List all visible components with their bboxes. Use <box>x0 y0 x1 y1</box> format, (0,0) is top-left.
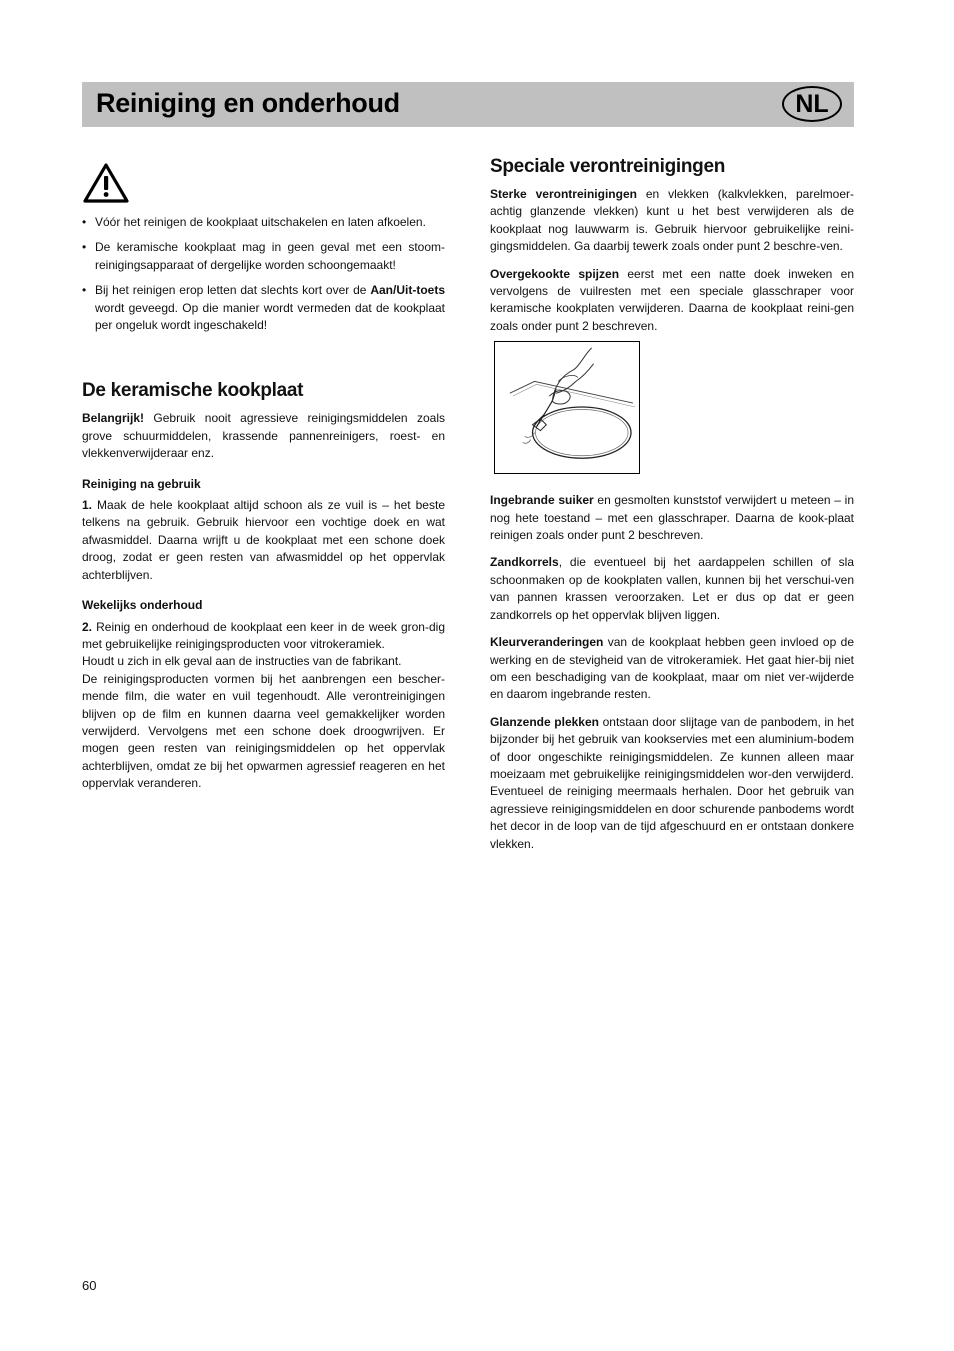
step-text: Reinig en onderhoud de kookplaat een keer in de week gron-dig met gebruikelijke reinigingsproducten voor vitrokeramiek. <box>82 619 445 651</box>
stain-label: Kleurveranderingen <box>490 635 604 650</box>
stain-text: ontstaan door slijtage van de panbodem, in het bijzonder bij het gebruik van kookservies met een aluminium-bodem of door ongeschikte reinigingsmiddelen. Ze kunnen alleen maar moeizaam met gebruikelijke reinigingsmiddelen wor-den verwijderd. Eventueel de reiniging meermaals herhalen. Door het gebruik van agressieve reinigingsmiddelen en door schurende panbodems wordt het decor in de loop van de tijd afgeschuurd en er ontstaan donkere vlekken. <box>490 714 855 851</box>
right-column <box>490 155 854 853</box>
bullet-bold-text: Aan/Uit-toets <box>370 283 445 298</box>
cleaning-after-use-paragraph <box>82 497 445 584</box>
step-number: 2. <box>82 619 93 634</box>
stain-paragraph <box>490 714 854 853</box>
stain-paragraph <box>490 266 854 336</box>
left-column <box>82 162 445 793</box>
header-bar <box>82 82 854 127</box>
subheading-cleaning-after-use: Reiniging na gebruik <box>82 476 201 491</box>
section-title-special-stains: Speciale verontreinigingen <box>490 156 726 177</box>
page-number: 60 <box>82 1278 97 1293</box>
warning-triangle-icon <box>82 162 130 204</box>
bullet-text: Bij het reinigen erop letten dat slechts kort over de <box>95 283 371 298</box>
stain-text: en gesmolten kunststof verwijdert u meteen – in nog hete toestand – met een glasschraper. Daarna de kook-plaat reinigen zoals onder punt 2 beschreven. <box>490 493 854 543</box>
important-label: Belangrijk! <box>82 411 145 426</box>
language-badge: NL <box>782 86 842 122</box>
stain-label: Ingebrande suiker <box>490 493 594 508</box>
safety-bullet-list <box>82 214 445 334</box>
stain-label: Overgekookte spijzen <box>490 266 620 281</box>
stain-label: Zandkorrels <box>490 555 559 570</box>
stain-text: eerst met een natte doek inweken en vervolgens de vuilresten met een speciale glasschraper voor keramische kookplaten verwijderen. Daarna de kookplaat reini-gen zoals onder punt 2 beschreven. <box>490 266 854 333</box>
bullet-item: • De keramische kookplaat mag in geen geval met een stoom-reinigingsapparaat of dergelijke worden schoongemaakt! <box>82 239 445 274</box>
stain-paragraph <box>490 186 854 256</box>
stain-text: en vlekken (kalkvlekken, parelmoer-achtig glanzende vlekken) kunt u het best verwijderen als de kookplaat nog lauwwarm is. Gebruik hiervoor gebruikelijke reini-gingsmiddelen. Ga daarbij tewerk zoals onder punt 2 beschre-ven. <box>490 187 855 254</box>
protective-film-paragraph: De reinigingsproducten vormen bij het aanbrengen een bescher-mende film, die water en vuil tegenhoudt. Alle verontreinigingen blijven op de film en kunnen daarna veel gemakkelijker worden verwijderd. Vervolgens met een schone doek droogwrijven. Er mogen geen resten van reinigingsmiddelen op het oppervlak achterblijven, omdat ze bij het opwarmen agressief reageren en het oppervlak veranderen. <box>82 671 445 791</box>
stain-paragraph <box>490 634 854 704</box>
stain-label: Sterke verontreinigingen <box>490 187 637 201</box>
stain-label: Glanzende plekken <box>490 714 599 729</box>
important-paragraph <box>82 410 445 462</box>
glass-scraper-illustration <box>494 341 640 474</box>
bullet-item <box>82 282 445 334</box>
weekly-maintenance-paragraph <box>82 619 445 654</box>
stain-text: , die eventueel bij het aardappelen schillen of sla schoonmaken op de kookplaten vallen, kunnen bij het verschui-ven van pannen krassen veroorzaken. Let er dus op dat er geen zandkorrels op het oppervlak blijven liggen. <box>490 555 854 622</box>
section-title-ceramic-hob: De keramische kookplaat <box>82 380 304 402</box>
bullet-text: wordt geveegd. Op die manier wordt vermeden dat de kookplaat per ongeluk wordt ingeschakeld! <box>95 300 445 333</box>
stain-paragraph <box>490 492 854 544</box>
step-text: Maak de hele kookplaat altijd schoon als ze vuil is – het beste telkens na gebruik. Gebruik hiervoor een vochtige doek en wat afwasmiddel. Daarna wrijft u de kookplaat met een schone doek droog, zodat er geen resten van afwasmiddel op het oppervlak achterblijven. <box>82 498 445 582</box>
important-text: Gebruik nooit agressieve reinigingsmiddelen zoals grove schuurmiddelen, krassende pannenreinigers, roest- en vlekkenverwijderaar enz. <box>82 411 445 461</box>
step-number: 1. <box>82 498 93 513</box>
stain-paragraph <box>490 554 854 624</box>
subheading-weekly-maintenance: Wekelijks onderhoud <box>82 598 203 613</box>
page-title: Reiniging en onderhoud <box>96 88 400 118</box>
bullet-item: • Vóór het reinigen de kookplaat uitschakelen en laten afkoelen. <box>82 214 445 231</box>
manufacturer-instructions-line: Houdt u zich in elk geval aan de instructies van de fabrikant. <box>82 654 402 669</box>
stain-text: van de kookplaat hebben geen invloed op de werking en de stevigheid van de vitrokeramiek. Het gaat hier-bij niet om een beschadiging van de kookplaat, maar om niet ver-wijderde en daarom ingebrande resten. <box>490 635 854 702</box>
